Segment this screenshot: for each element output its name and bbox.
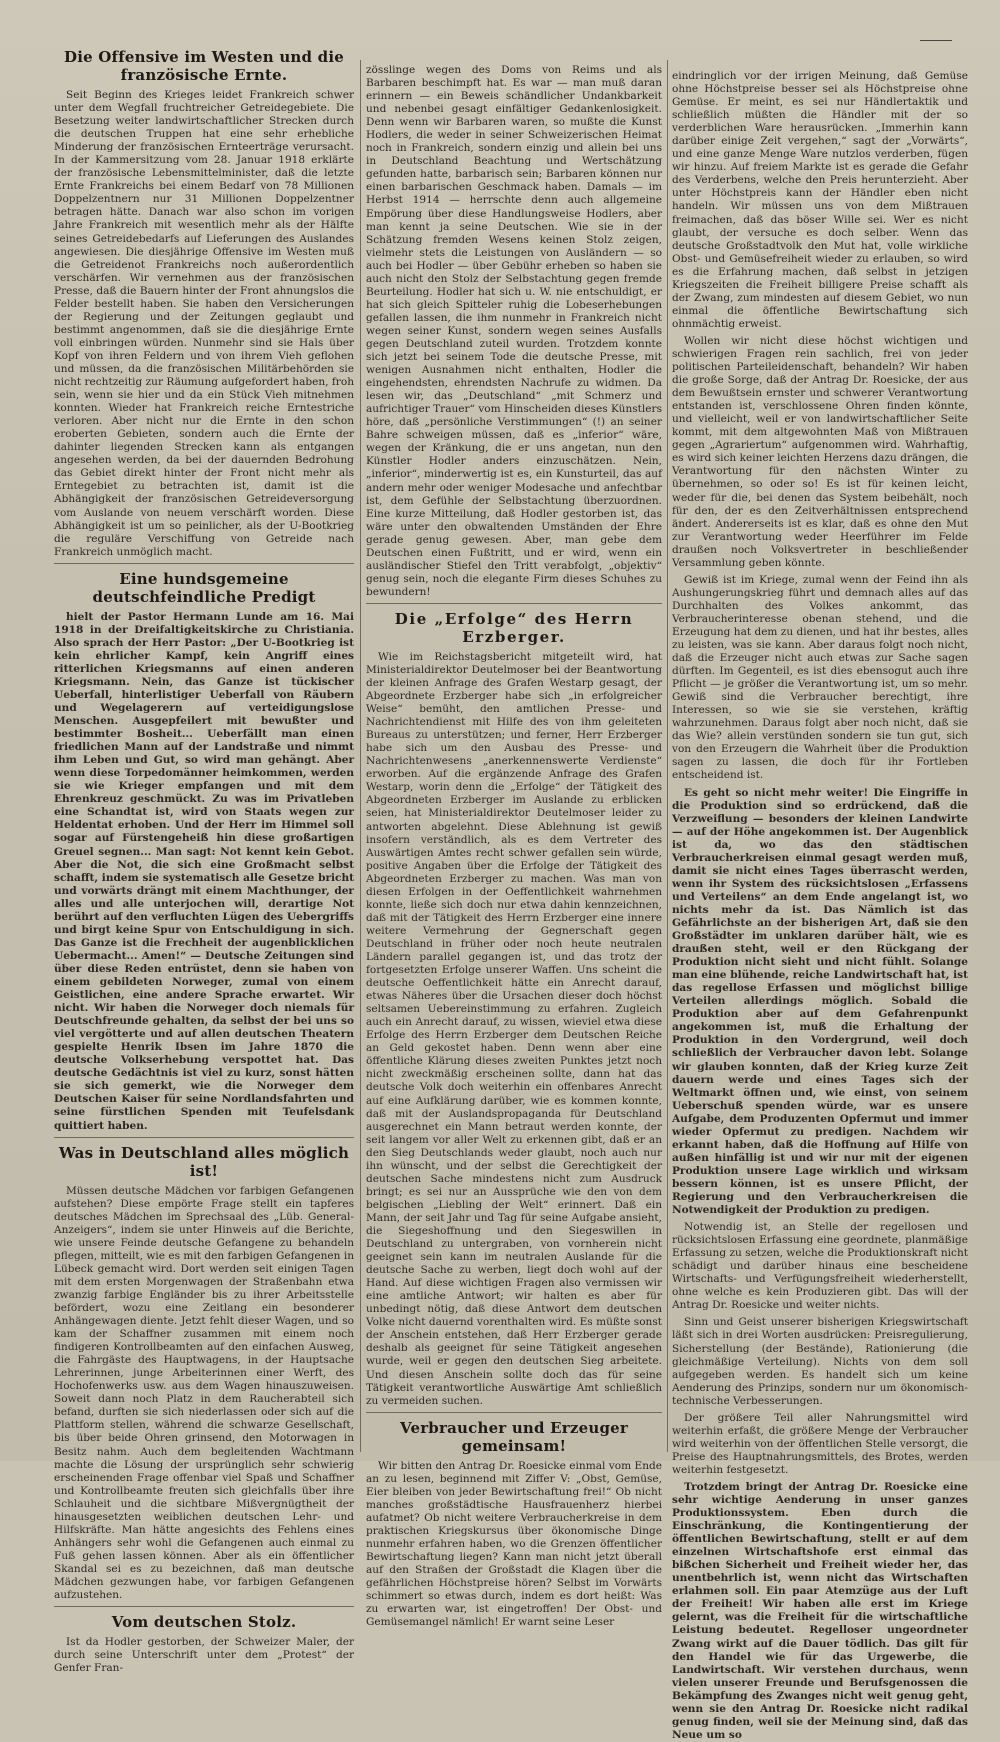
article-body-predigt: hielt der Pastor Hermann Lunde am 16. Mai 1918 in der Dreifaltigkeitskirche zu Christiania. Also sprach der Herr Pastor: „Der U-Bootkrieg ist kein ehrlicher Kampf, kein Angriff eines ritterlichen Kriegsmanns auf einen anderen Kriegsmann. Nein, das Ganze ist tückischer Ueberfall, hinterlistiger Ueberfall von Räubern und Wegelagerern auf verteidigungslose Menschen. Ausgepfeilert mit bewußter und bestimmter Bosheit... Ueberfällt man einen friedlichen Mann auf der Landstraße und nimmt ihm Leben und Gut, so wird man gehängt. Aber wenn diese Torpedomänner heimkommen, werden sie wie Krieger empfangen und mit dem Ehrenkreuz geschmückt. Zu was im Privatleben eine Schandtat ist, wird von Staats wegen zur Heldentat erhoben. Und der Herr im Himmel soll sogar auf Fürstengeheiß hin diese großartigen Greuel segnen... Man sagt: Not kennt kein Gebot. Aber die Not, die sich eine Großmacht selbst schafft, indem sie systematisch alle Gesetze bricht und vorwärts drängt mit einem Machthunger, der alles und alle unterjochen will, derartige Not berührt auf den verfluchten Lügen des Uebergriffs und birgt keine Spur von Entschuldigung in sich. Das Ganze ist die Frechheit der augenblicklichen Uebermacht... Amen!“ — Deutsche Zeitungen sind über diese Reden entrüstet, denn sie haben von einem gebildeten Norweger, zumal von einem Geistlichen, eine andere Sprache erwartet. Wir nicht. Wir haben die Norweger doch niemals für Deutschfreunde gehalten, da selbst der bei uns so viel vergötterte und auf allen deutschen Theatern gespielte Henrik Ibsen im Jahre 1870 die deutsche Volkserhebung verspottet hat. Das deutsche Gedächtnis ist viel zu kurz, sonst hätten sie sich gemerkt, wie die Norweger dem Deutschen Kaiser für seine Nordlandsfahrten und seine fürstlichen Spenden mit Teufelsdank quittiert haben. — [54, 610, 354, 1132]
column-3 — [672, 70, 968, 1742]
article-body-verbraucher-cont-1: eindringlich vor der irrigen Meinung, daß Gemüse ohne Höchstpreise besser sei als Höchstpreise ohne Gemüse. Er meint, es sei nur Händlertaktik und schließlich müßten die Händler mit der so verderblichen Ware herausrücken. „Immerhin kann darüber einige Zeit vergehen,“ sagt der „Vorwärts“, und eine ganze Menge Ware nutzlos verderben, fügen wir hinzu. Auf freiem Markte ist es gerade die Gefahr des Verderbens, welche den Preis herunterzieht. Aber unter Höchstpreis kann der Händler eben nicht handeln. Wir müssen uns von dem Mißtrauen freimachen, daß das böser Wille sei. Wer es nicht glaubt, der versuche es doch selber. Wenn das deutsche Großstadtvolk den Mut hat, volle wirkliche Obst- und Gemüsefreiheit wieder zu erlauben, so wird es die Erfahrung machen, daß selbst in jetzigen Kriegszeiten die Freiheit billigere Preise schafft als der Zwang, zum mindesten auf diesem Gebiet, wo nun einmal die öffentliche Bewirtschaftung sich ohnmächtig erweist. — [672, 70, 968, 330]
column-1 — [54, 48, 354, 1675]
article-body-offensive: Seit Beginn des Krieges leidet Frankreich schwer unter dem Wegfall fruchtreicher Getreidegebiete. Die Besetzung weiter landwirtschaftlicher Strecken durch die deutschen Truppen hat eine sehr erhebliche Minderung der französischen Ernteerträge verursacht. In der Kammersitzung vom 28. Januar 1918 erklärte der französische Lebensmittelminister, daß die letzte Ernte Frankreichs bei einem Bedarf von 78 Millionen Doppelzentnern nur 31 Millionen Doppelzentner betragen hätte. Danach war also schon im vorigen Jahre Frankreich mit wesentlich mehr als der Hälfte seines Getreidebedarfs auf Lieferungen des Auslandes angewiesen. Die diesjährige Offensive im Westen muß die Getreidenot Frankreichs noch außerordentlich verschärfen. Wir vernehmen aus der französischen Presse, daß die Bauern hinter der Front ahnungslos die Felder bestellt haben. Sie haben den Versicherungen der Regierung und der Zeitungen geglaubt und bestimmt angenommen, daß sie die diesjährige Ernte voll einbringen würden. Nunmehr sind sie Hals über Kopf von ihren Feldern und von ihrem Vieh geflohen und müssen, da die französischen Militärbehörden sie nicht rechtzeitig zur Räumung aufgefordert haben, froh sein, wenn sie hier und da ein Stück Vieh mitnehmen konnten. Wieder hat Frankreich reiche Erntestriche verloren. Aber nicht nur die Ernte in den schon eroberten Gebieten, sondern auch die Ernte der dahinter liegenden Strecken kann als entgangen angesehen werden, da bei der dauernden Bedrohung das Gebiet direkt hinter der Front nicht mehr als Erntegebiet zu betrachten ist, damit ist die Abhängigkeit der französischen Getreideversorgung vom Auslande von neuem verschärft worden. Diese Abhängigkeit ist um so peinlicher, als der U-Bootkrieg die reguläre Verschiffung von Getreide nach Frankreich unmöglich macht. — [54, 89, 354, 558]
article-body-verbraucher-cont-5: Sinn und Geist unserer bisherigen Kriegswirtschaft läßt sich in drei Worten ausdrücken: Preisregulierung, Sicherstellung (der Bestände), Rationierung (die gleichmäßige Verteilung). Nichts von dem soll aufgegeben werden. Es handelt sich um keine Aenderung des Prinzips, sondern nur um ökonomisch-technische Verbesserungen. — [672, 1316, 968, 1407]
article-body-predigt-wrap — [54, 611, 354, 1133]
column-rule-right — [667, 60, 668, 1452]
article-body-verbraucher-cont-2: Wollen wir nicht diese höchst wichtigen und schwierigen Fragen rein sachlich, frei von jeder politischen Parteileidenschaft, behandeln? Wir haben die große Sorge, daß der Antrag Dr. Roesicke, der aus dem Bewußtsein ernster und schwerer Verantwortung entstanden ist, verschlossene Ohren finden könnte, und vielleicht, weil er von landwirtschaftlicher Seite kommt, mit dem altgewohnten Maß von Mißtrauen gegen „Agrariertum“ aufgenommen wird. Wahrhaftig, es wird sich keiner leichten Herzens dazu drängen, die Verantwortung für den nächsten Winter zu übernehmen, so oder so! Es ist für keinen leicht, weder für die, bei denen das System beibehält, noch für den, der es den Zeitverhältnissen entsprechend ändert. Andererseits ist es klar, daß es ohne den Mut zur Verantwortung weder Heerführer im Felde draußen noch Volksvertreter in beschließender Versammlung geben könnte. — [672, 334, 968, 569]
article-title-predigt: Eine hundsgemeine deutschfeindliche Predigt — [92, 569, 316, 606]
article-body-verbraucher-bold-wrap-2 — [672, 1481, 968, 1742]
article-title-verbraucher: Verbraucher und Erzeuger gemeinsam! — [400, 1418, 628, 1455]
article-divider — [366, 1412, 662, 1413]
article-body-verbraucher-bold: Es geht so nicht mehr weiter! Die Eingriffe in die Produktion sind so erdrückend, daß die Verzweiflung — besonders der kleinen Landwirte — auf der Höhe angekommen ist. Der Augenblick ist da, wo das den städtischen Verbraucherkreisen einmal gesagt werden muß, damit sie nicht eines Tages überrascht werden, wenn ihr System des rücksichtslosen „Erfassens und Verteilens“ an dem Ende angelangt ist, wo nichts mehr da ist. Das Nämlich ist das Gefährlichste an der bisherigen Art, daß sie den Großstädter im unklaren darüber hält, wie es draußen steht, weil er den Rückgang der Produktion nicht sieht und nicht fühlt. Solange man eine blühende, reiche Landwirtschaft hat, ist das regellose Erfassen und möglichst billige Verteilen allerdings möglich. Sobald die Produktion aber auf dem Gefahrenpunkt angekommen ist, muß die Erhaltung der Produktion in den Vordergrund, weil doch schließlich der Verbraucher davon lebt. Solange wir glauben konnten, daß der Krieg kurze Zeit dauern werde und eines Tages sich der Weltmarkt öffnen und, wie einst, von seinem Ueberschuß spenden würde, war es unsere Aufgabe, dem Produzenten Opfermut und immer wieder Opfermut zu predigen. Nachdem wir erkannt haben, daß die Hoffnung auf Hilfe von außen hinfällig ist und wir nur mit der eigenen Produktion unsere Lage wirklich und wirksam bessern können, ist es unsere Pflicht, der Regierung und den Verbraucherkreisen die Notwendigkeit der Produktion zu predigen. — [672, 786, 968, 1217]
article-body-deutschland: Müssen deutsche Mädchen vor farbigen Gefangenen aufstehen? Diese empörte Frage stellt ein tapferes deutsches Mädchen im Sprechsaal des „Lüb. General-Anzeigers“, indem sie unter Hinweis auf die Berichte, wie unsere Feinde deutsche Gefangene zu behandeln pflegen, mitteilt, wie es mit den farbigen Gefangenen in Lübeck gemacht wird. Dort werden seit einigen Tagen mit dem ersten Morgenwagen der Straßenbahn etwa zwanzig farbige Engländer bis zu ihrer Arbeitsstelle befördert, wozu eine Zeitlang ein besonderer Anhängewagen diente. Jetzt fehlt dieser Wagen, und so kam der Schaffner zusammen mit einem noch findigeren Kontrollbeamten auf den einfachen Ausweg, die Fahrgäste des Hauptwagens, in der Hauptsache Lehrerinnen, junge Arbeiterinnen einer Werft, des Hochofenwerks usw. aus dem Wagen hinauszuweisen. Soweit dann noch Platz in dem Raucherabteil sich befand, durften sie sich niederlassen oder sich auf die Plattform stellen, während die schwarze Gesellschaft, bis über beide Ohren grinsend, den Motorwagen in Besitz nahm. Auch dem begleitenden Wachtmann machte die Lösung der ursprünglich sehr schwierig erscheinenden Frage offenbar viel Spaß und Schaffner und Kontrollbeamte freuten sich gleichfalls über ihre Schlauheit und die sichtbare Mißvergnügtheit der hinausgesetzten weiblichen deutschen Lehr- und Hilfskräfte. Man hätte angesichts des Fehlens eines Anhängers sehr wohl die Gefangenen auch einmal zu Fuß gehen lassen können. Aber als ein öffentlicher Skandal sei es zu bezeichnen, daß man deutsche Mädchen gezwungen habe, vor farbigen Gefangenen aufzustehen. — [54, 1184, 354, 1602]
article-body-verbraucher-cont-3: Gewiß ist im Kriege, zumal wenn der Feind ihn als Aushungerungskrieg führt und demnach alles auf das Durchhalten des Volkes ankommt, das Verbraucherinteresse obenan stehend, und die Erzeugung hat dem zu dienen, und hat ihr bestes, alles zu leisten, was sie kann. Aber daraus folgt noch nicht, daß die Erzeuger nicht auch etwas zur Sache sagen dürften. Im Gegenteil, es ist dies ebensogut auch ihre Pflicht — je größer die Verantwortung ist, um so mehr. Gewiß sind die Verbraucher berechtigt, ihre Interessen, so wie sie sie verstehen, kräftig wahrzunehmen. Daraus folgt aber noch nicht, daß sie das Wie? allein verstünden sondern sie tun gut, sich von den Erzeugern die Wahrheit über die Produktion sagen zu lassen, die doch für ihr Fortleben entscheidend ist. — [672, 573, 969, 782]
article-body-verbraucher-cont-4: Notwendig ist, an Stelle der regellosen und rücksichtslosen Erfassung eine geordnete, planmäßige Erfassung zu setzen, welche die Produktionskraft nicht schädigt und darüber hinaus eine bescheidene Wirtschafts- und Verfügungsfreiheit wiederherstellt, ohne welche es kein Produzieren gibt. Das will der Antrag Dr. Roesicke und weiter nichts. — [672, 1221, 968, 1312]
article-title-offensive: Die Offensive im Westen und die französische Ernte. — [64, 48, 344, 84]
article-body-stolz: Ist da Hodler gestorben, der Schweizer Maler, der durch seine Unterschrift unter dem „Protest“ der Genfer Fran- — [54, 1636, 354, 1675]
article-divider — [366, 603, 662, 604]
article-divider — [54, 1606, 354, 1607]
page-edge-mark — [920, 40, 952, 41]
article-divider — [54, 563, 354, 564]
article-body-verbraucher-cont-7: Trotzdem bringt der Antrag Dr. Roesicke eine sehr wichtige Aenderung in unser ganzes Produktionssystem. Eben durch die Einschränkung, die Kontingentierung der öffentlichen Bewirtschaftung, stellt er auf dem einzelnen Wirtschaftshofe erst einmal das bißchen Sicherheit und Freiheit wieder her, das unentbehrlich ist, wenn nicht das Wirtschaften erlahmen soll. Ein paar Atemzüge aus der Luft der Freiheit! Wir haben alle erst im Kriege gelernt, was die Freiheit für die wirtschaftliche Leistung bedeutet. Regelloser ungeordneter Zwang wirkt auf die Dauer tödlich. Das gilt für den Handel wie für das Urgewerbe, die Landwirtschaft. Wir verstehen durchaus, wenn vielen unserer Freunde und Berufsgenossen die Bekämpfung des Zwanges nicht weit genug geht, wenn sie den Antrag Dr. Roesicke nicht radikal genug finden, weil sie der Meinung sind, daß das Neue um so — [672, 1480, 968, 1741]
column-2 — [366, 64, 662, 1629]
article-title-deutschland: Was in Deutschland alles möglich ist! — [58, 1143, 350, 1180]
article-body-stolz-continued: zösslinge wegen des Doms von Reims und als Barbaren beschimpft hat. Es war — man muß daran erinnern — ein Beweis schändlicher Undankbarkeit und nebenbei gesagt einfältiger Gedankenlosigkeit. Denn wenn wir Barbaren waren, so mußte die Kunst Hodlers, die weder in seiner Schweizerischen Heimat noch in Frankreich, sondern einzig und allein bei uns in Deutschland Beachtung und Wertschätzung gefunden hatte, barbarisch sein; Barbaren können nur einen barbarischen Geschmack haben. Damals — im Herbst 1914 — herrschte denn auch allgemeine Empörung über diese Handlungsweise Hodlers, aber man kennt ja seine Deutschen. Wie sie in der Schätzung fremden Wesens keinen Stolz zeigen, vielmehr stets die Leistungen von Ausländern — so auch bei Hodler — über Gebühr erheben so haben sie auch nicht den Stolz der Selbstachtung gegen fremde Beurteilung. Hodler hat sich u. W. nie entschuldigt, er hat sich gleich Spitteler ruhig die Lobeserhebungen gefallen lassen, die ihm nunmehr in Frankreich nicht wegen seiner Kunst, sondern wegen seines Ausfalls gegen Deutschland zuteil wurden. Trotzdem konnte sich jetzt bei seinem Tode die deutsche Presse, mit wenigen Ausnahmen nicht enthalten, Hodler die eingehendsten, ehrendsten Nachrufe zu widmen. Da lesen wir, das „Deutschland“ „mit Schmerz und aufrichtiger Trauer“ vom Hinscheiden dieses Künstlers höre, daß „persönliche Verstimmungen“ (!) an seiner Bahre schweigen müssen, daß es „inferior“ wäre, wegen der Kränkung, die er uns angetan, nun den Künstler Hodler anders einzuschätzen. Nein, „inferior“, minderwertig ist es, ein Kunsturteil, das auf andern mehr oder weniger Modesache und anfechtbar ist, dem Gefühle der Selbstachtung überzuordnen. Eine kurze Mitteilung, daß Hodler gestorben ist, das wäre unter den obwaltenden Umständen der Ehre gerade genug gewesen. Aber, man gebe dem Deutschen einen Fußtritt, und er wird, wenn ein ausländischer Stiefel den Tritt verabfolgt, „objektiv“ genug sein, noch die elegante Firm dieses Schuhes zu bewundern! — [366, 64, 662, 598]
article-body-verbraucher: Wir bitten den Antrag Dr. Roesicke einmal vom Ende an zu lesen, beginnend mit Ziffer V: „Obst, Gemüse, Eier bleiben von jeder Bewirtschaftung frei!“ Ob nicht manches großstädtische Hausfrauenherz hierbei aufatmet? Ob nicht weitere Verbraucherkreise in dem praktischen Kriegskursus über ökonomische Dinge nunmehr erfahren haben, wo die Grenzen öffentlicher Bewirtschaftung liegen? Kann man nicht jetzt überall auf den Straßen der Großstadt die Klagen über die gefährlichen Höchstpreise hören? Selbst im Vorwärts schimmert so etwas durch, indem es dort heißt: Was zu erwarten war, ist eingetroffen! Der Obst- und Gemüsemangel nämlich! Er warnt seine Leser — [366, 1459, 662, 1629]
article-title-stolz: Vom deutschen Stolz. — [111, 1613, 297, 1632]
article-title-erzberger: Die „Erfolge“ des Herrn Erzberger. — [394, 609, 634, 646]
article-divider — [54, 1137, 354, 1138]
article-body-erzberger: Wie im Reichstagsbericht mitgeteilt wird, hat Ministerialdirektor Deutelmoser bei der Beantwortung der kleinen Anfrage des Grafen Westarp gesagt, der Abgeordnete Erzberger habe sich „in erfolgreicher Weise“ bemüht, den amtlichen Presse- und Nachrichtendienst mit Hilfe des von ihm geleiteten Bureaus zu unterstützen; und ferner, Herr Erzberger habe sich um den Ausbau des Presse- und Nachrichtenwesens „anerkennenswerte Verdienste“ erworben. Auf die ergänzende Anfrage des Grafen Westarp, worin denn die „Erfolge“ der Tätigkeit des Abgeordneten Erzberger im Auslande zu erblicken seien, hat Ministerialdirektor Deutelmoser leider zu antworten abgelehnt. Diese Ablehnung ist gewiß insofern verständlich, als es dem Vertreter des Auswärtigen Amtes recht schwer gefallen sein würde, positive Angaben über die Erfolge der Tätigkeit des Abgeordneten Erzberger zu machen. Was man von diesen Erfolgen in der Oeffentlichkeit wahrnehmen konnte, ließe sich doch nur etwa dahin kennzeichnen, daß mit der Tätigkeit des Herrn Erzberger eine innere weitere Vermehrung der Gegnerschaft gegen Deutschland in früher oder noch heute neutralen Ländern parallel gegangen ist, und das trotz der fortgesetzten Erfolge unserer Waffen. Uns scheint die deutsche Oeffentlichkeit hätte ein Anrecht darauf, etwas Näheres über die Ursachen dieser doch höchst seltsamen Uebereinstimmung zu erfahren. Zugleich auch ein Anrecht darauf, zu wissen, wieviel etwa diese Erfolge des Herrn Erzberger dem Deutschen Reiche an Geld gekostet haben. Denn wenn aber eine öffentliche Klärung dieses zweiten Punktes jetzt noch nicht zweckmäßig erscheinen sollte, dann hat das deutsche Volk doch weiterhin ein offenbares Anrecht auf eine Aufklärung darüber, wie es kommen konnte, daß mit der Auslandspropaganda für Deutschland ausgerechnet ein Mann betraut werden konnte, der seit langem vor aller Welt zu erkennen gibt, daß er an den Sieg Deutschlands weder glaubt, noch auch nur ihn wünscht, und der selbst die Gerechtigkeit der deutschen Sache mindestens nicht zum Ausdruck bringt; es sei nur an Aussprüche wie den von dem belgischen „Liebling der Welt“ erinnert. Daß ein Mann, der seit Jahr und Tag für seine Aufgabe ansieht, die Siegeshoffnung und den Siegeswillen in Deutschland zu untergraben, von vornherein nicht geeignet sein kann im neutralen Auslande für die deutsche Sache zu werben, liegt doch wohl auf der Hand. Auf diese wichtigen Fragen also vermissen wir eine amtliche Antwort; wir halten es aber für unbedingt nötig, daß diese Antwort dem deutschen Volke nicht dauernd vorenthalten wird. Es müßte sonst der Anschein entstehen, daß Herr Erzberger gerade deshalb als geeignet für seine Tätigkeit angesehen wurde, weil er gegen den deutschen Sieg arbeitete. Und diesen Anschein sollte doch das für seine Tätigkeit verantwortliche Auswärtige Amt schließlich zu vermeiden suchen. — [366, 650, 662, 1407]
article-body-verbraucher-bold-wrap — [672, 787, 968, 1218]
column-rule-left — [360, 60, 361, 1452]
article-body-verbraucher-cont-6: Der größere Teil aller Nahrungsmittel wird weiterhin erfaßt, die größere Menge der Verbraucher wird weiterhin von der öffentlichen Stelle versorgt, die Preise des Hauptnahrungsmittels, des Brotes, werden weiterhin festgesetzt. — [672, 1411, 968, 1476]
